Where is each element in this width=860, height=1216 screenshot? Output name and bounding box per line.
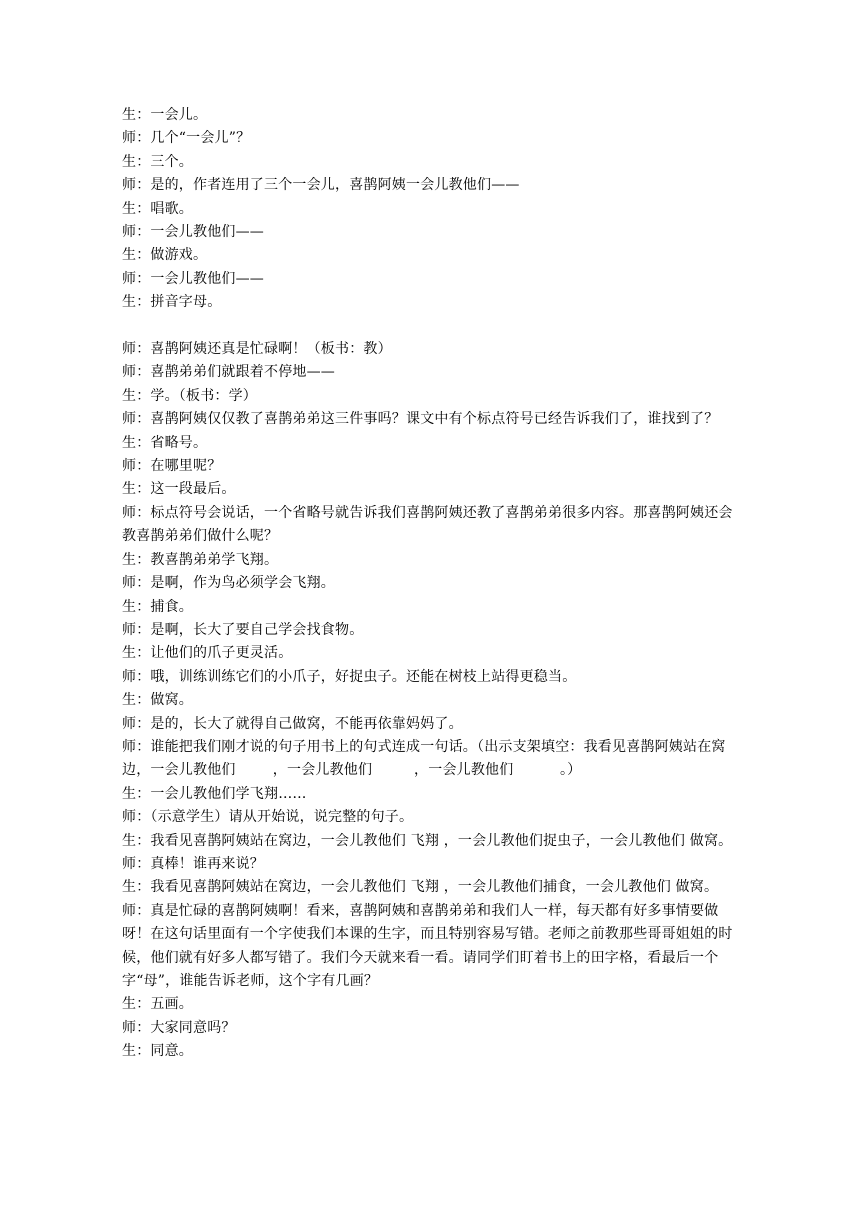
dialogue-line: 师：标点符号会说话，一个省略号就告诉我们喜鹊阿姨还教了喜鹊弟弟很多内容。那喜鹊阿姨还会教喜鹊弟弟们做什么呢？ bbox=[122, 504, 733, 545]
dialogue-line: 生：捕食。 bbox=[122, 598, 193, 615]
dialogue-line: 生：一会儿。 bbox=[122, 107, 208, 123]
dialogue-line: 生：让他们的爪子更灵活。 bbox=[122, 645, 293, 662]
dialogue-line: 师：（示意学生）请从开始说，说完整的句子。 bbox=[122, 809, 414, 826]
dialogue-line: 师：真棒！谁再来说？ bbox=[122, 855, 264, 872]
dialogue-line: 师：是的，作者连用了三个一会儿，喜鹊阿姨一会儿教他们—— bbox=[122, 177, 520, 194]
dialogue-line: 师：喜鹊弟弟们就跟着不停地—— bbox=[122, 364, 335, 381]
dialogue-line: 师：喜鹊阿姨还真是忙碌啊！（板书：教） bbox=[122, 341, 392, 358]
dialogue-line: 生：做游戏。 bbox=[122, 247, 208, 264]
dialogue-line: 生：同意。 bbox=[122, 1043, 193, 1060]
dialogue-line: 生：三个。 bbox=[122, 153, 193, 170]
dialogue-line: 生：一会儿教他们学飞翔…… bbox=[122, 785, 307, 802]
document-body bbox=[122, 104, 742, 1064]
dialogue-line: 生：省略号。 bbox=[122, 434, 208, 451]
dialogue-line: 生：五画。 bbox=[122, 996, 193, 1013]
dialogue-line: 生：拼音字母。 bbox=[122, 294, 222, 311]
dialogue-line: 师：一会儿教他们—— bbox=[122, 224, 264, 241]
dialogue-line: 师：是啊，长大了要自己学会找食物。 bbox=[122, 621, 364, 638]
dialogue-line: 师：是的，长大了就得自己做窝，不能再依靠妈妈了。 bbox=[122, 715, 463, 732]
dialogue-line: 师：是啊，作为鸟必须学会飞翔。 bbox=[122, 575, 335, 592]
dialogue-line: 师：真是忙碌的喜鹊阿姨啊！看来，喜鹊阿姨和喜鹊弟弟和我们人一样，每天都有好多事情要做呀！在这句话里面有一个字使我们本课的生字，而且特别容易写错。老师之前教那些哥哥姐姐的时候，他们就有好多人都写错了。我们今天就来看一看。请同学们盯着书上的田字格，看最后一个字“母”，谁能告诉老师，这个字有几画？ bbox=[122, 902, 733, 990]
dialogue-line: 生：教喜鹊弟弟学飞翔。 bbox=[122, 551, 279, 568]
dialogue-line: 师：一会儿教他们—— bbox=[122, 270, 264, 287]
dialogue-line: 师：喜鹊阿姨仅仅教了喜鹊弟弟这三件事吗？课文中有个标点符号已经告诉我们了，谁找到了？ bbox=[122, 411, 719, 428]
dialogue-line: 生：学。（板书：学） bbox=[122, 387, 257, 404]
dialogue-line: 师：几个“一会儿”？ bbox=[122, 130, 251, 147]
dialogue-line: 师：大家同意吗？ bbox=[122, 1019, 236, 1036]
dialogue-line: 生：这一段最后。 bbox=[122, 481, 236, 498]
dialogue-line: 生：我看见喜鹊阿姨站在窝边，一会儿教他们 飞翔 ，一会儿教他们捉虫子，一会儿教他们 做窝。 bbox=[122, 832, 733, 849]
dialogue-line: 生：唱歌。 bbox=[122, 200, 193, 217]
dialogue-line: 师：在哪里呢？ bbox=[122, 458, 222, 475]
dialogue-line: 师：谁能把我们刚才说的句子用书上的句式连成一句话。（出示支架填空：我看见喜鹊阿姨站在窝边，一会儿教他们 ，一会儿教他们 ，一会儿教他们 。） bbox=[122, 738, 726, 779]
paragraph-gap bbox=[122, 315, 742, 338]
dialogue-line: 生：我看见喜鹊阿姨站在窝边，一会儿教他们 飞翔 ，一会儿教他们捕食，一会儿教他们 做窝。 bbox=[122, 879, 719, 896]
dialogue-line: 生：做窝。 bbox=[122, 692, 193, 709]
dialogue-line: 师：哦，训练训练它们的小爪子，好捉虫子。还能在树枝上站得更稳当。 bbox=[122, 668, 577, 685]
